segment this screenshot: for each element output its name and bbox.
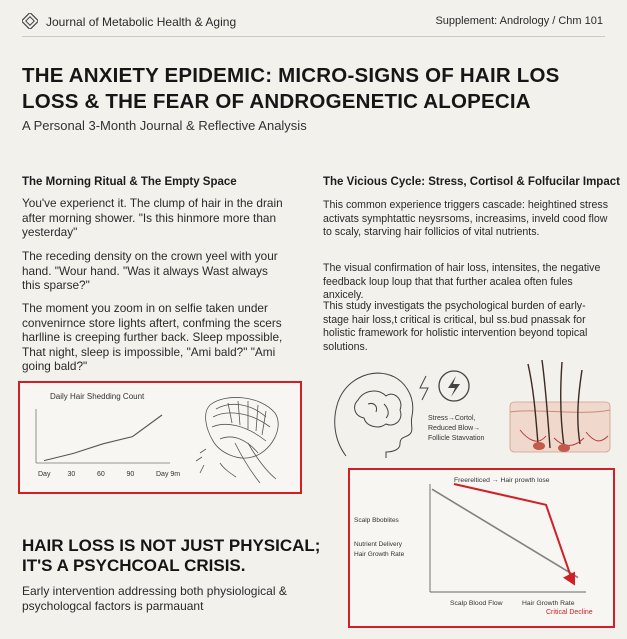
follicle-starvation-label: Follicle Stavvation (428, 435, 485, 442)
intervention-text: Early intervention addressing both physiological & psychologcal factors is parmauant (22, 584, 287, 613)
decline-chart-svg (350, 470, 613, 626)
shedding-x-tick: 60 (97, 471, 105, 478)
crisis-line-1: HAIR LOSS IS NOT JUST PHYSICAL; (22, 536, 321, 555)
decline-legend: Freerelticed → Hair prowth lose (454, 477, 550, 484)
left-heading: The Morning Ritual & The Empty Space (22, 176, 237, 188)
article-title (22, 63, 612, 115)
header-divider (22, 36, 605, 37)
left-paragraph-2: The receding density on the crown yeel with your hand. "Wour hand. "Was it always Wast always this sparse?" (22, 249, 278, 292)
x-label-growth-rate: Hair Growth Rate (522, 600, 575, 607)
y-label-scalp: Scalp Bboblites (354, 517, 399, 524)
right-paragraph-1: This common experience triggers cascade: heightined stress activats symphtattic neysrsoms, increasims, inveld cood flow to scaly, starving hair follicios of vital nutrients. (323, 199, 608, 239)
shedding-x-tick: Day 9m (156, 471, 181, 478)
journal-name: Journal of Metabolic Health & Aging (46, 15, 237, 29)
stress-label: Stress→Cortol, (428, 415, 476, 422)
left-paragraph-1: You've experienct it. The clump of hair in the drain after morning shower. "Is this hinmore more than yesterday" (22, 196, 283, 239)
hand-illustration (196, 397, 278, 483)
shedding-chart-svg (20, 383, 300, 492)
left-paragraph-3: The moment you zoom in on selfie taken under convenirnce store lights aftert, confming the scers harlline is creeping further back. Sleep mpossible, That night, sleep is impossible, "Ami bald?" "Ami going bald?" (22, 301, 283, 373)
red-decline-line (454, 484, 572, 580)
shedding-x-tick: 30 (67, 471, 76, 478)
lightning-icon (448, 376, 460, 397)
hair-follicle-illustration (510, 360, 610, 452)
x-label-blood-flow: Scalp Blood Flow (450, 600, 503, 607)
zigzag-icon (420, 376, 428, 400)
chart-title: Daily Hair Shedding Count (50, 392, 145, 401)
title-line-2: LOSS & THE FEAR OF ANDROGENETIC ALOPECIA (22, 90, 531, 113)
y-label-nutrient: Nutrient Delivery (354, 541, 403, 548)
journal-logo-icon (22, 13, 38, 29)
right-paragraph-3: This study investigats the psychological burden of early-stage hair loss,t critical is critical, bul ss.bud pnassak for holistic framework for holistic intervention beyond topical solutions. (323, 300, 588, 353)
decline-panel (348, 468, 615, 628)
critical-decline-label: Critical Decline (546, 609, 593, 616)
shedding-line (44, 415, 162, 461)
stress-diagram (328, 360, 618, 460)
shedding-x-tick: Day (38, 471, 51, 478)
reduced-blow-label: Reduced Blow→ (428, 425, 481, 432)
shedding-x-tick: 90 (126, 471, 135, 478)
right-heading: The Vicious Cycle: Stress, Cortisol & Folfucilar Impact (323, 176, 620, 188)
crisis-line-2: IT'S A PSYCHCOAL CRISIS. (22, 556, 246, 575)
title-line-1: THE ANXIETY EPIDEMIC: MICRO-SIGNS OF HAIR LOS (22, 64, 560, 87)
right-paragraph-2: The visual confirmation of hair loss, intensites, the negative feedback loup loup that that further acalea often fules anxicely. (323, 262, 601, 302)
y-label-growth: Hair Growth Rate (354, 551, 405, 558)
shedding-panel (18, 381, 302, 494)
supplement-label: Supplement: Andrology / Chm 101 (435, 15, 603, 27)
crisis-headline (22, 536, 332, 576)
head-brain-icon (335, 373, 413, 458)
article-subtitle: A Personal 3-Month Journal & Reflective Analysis (22, 118, 307, 133)
